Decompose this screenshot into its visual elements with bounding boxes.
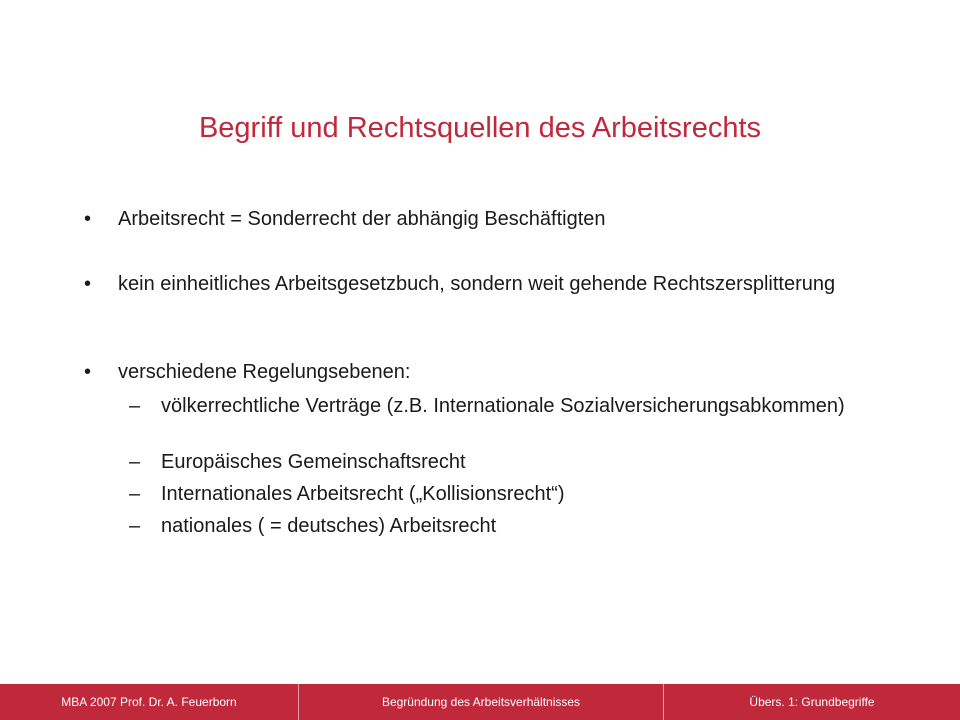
footer-section: Übers. 1: Grundbegriffe xyxy=(749,695,875,709)
slide-footer xyxy=(0,684,960,720)
bullet-text: verschiedene Regelungsebenen: xyxy=(118,361,411,383)
sub-item-marker: – xyxy=(129,515,141,537)
bullet-marker: • xyxy=(84,361,92,383)
slide-title: Begriff und Rechtsquellen des Arbeitsrechts xyxy=(198,112,762,144)
sub-item-marker: – xyxy=(129,395,141,417)
sub-item-marker: – xyxy=(129,451,141,473)
footer-author: MBA 2007 Prof. Dr. A. Feuerborn xyxy=(61,695,237,709)
bullet-marker: • xyxy=(84,208,92,230)
sub-item-text: nationales ( = deutsches) Arbeitsrecht xyxy=(161,515,497,537)
sub-item-text: Europäisches Gemeinschaftsrecht xyxy=(161,451,466,473)
bullet-text: Arbeitsrecht = Sonderrecht der abhängig Beschäftigten xyxy=(118,208,606,230)
sub-item-text: völkerrechtliche Verträge (z.B. Internationale Sozialversicherungsabkommen) xyxy=(161,395,845,417)
bullet-marker: • xyxy=(84,273,92,295)
sub-item-marker: – xyxy=(129,483,141,505)
footer-topic: Begründung des Arbeitsverhältnisses xyxy=(298,684,664,720)
bullet-text: kein einheitliches Arbeitsgesetzbuch, sondern weit gehende Rechtszersplitterung xyxy=(118,273,836,295)
sub-item-text: Internationales Arbeitsrecht („Kollisionsrecht“) xyxy=(161,483,565,505)
